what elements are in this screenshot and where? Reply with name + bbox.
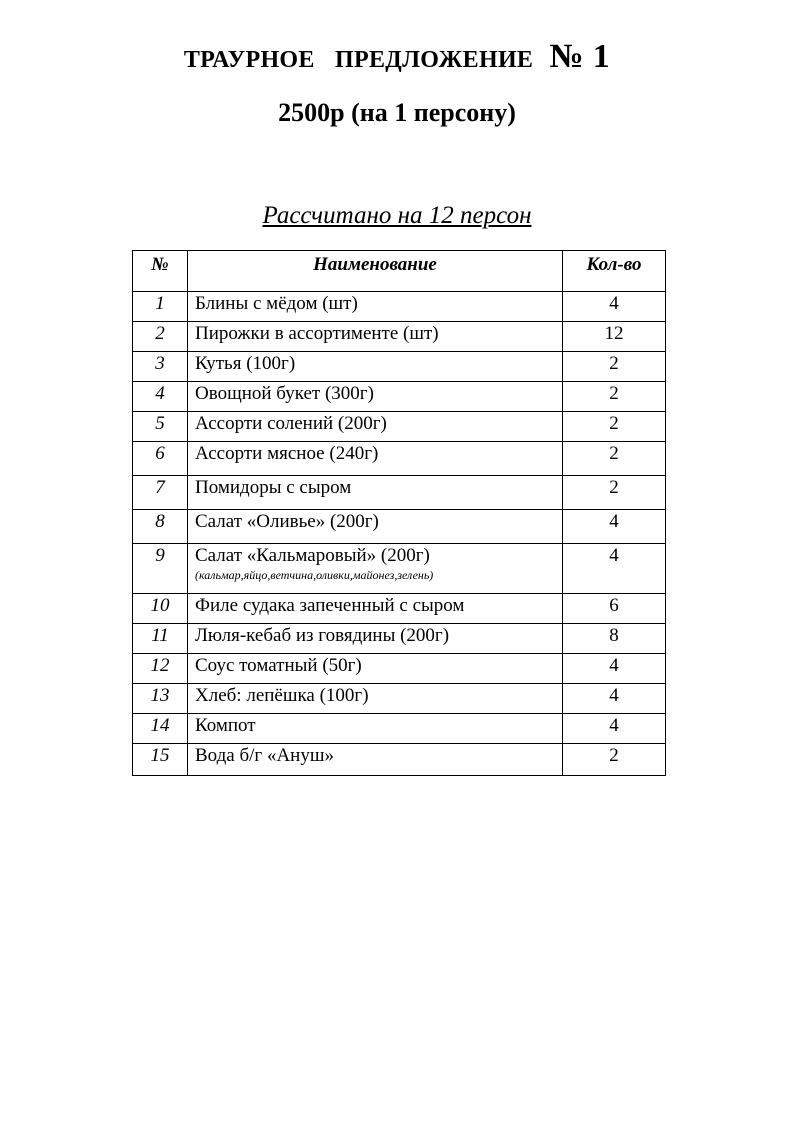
table-row	[133, 476, 666, 510]
row-number: 14	[133, 714, 188, 744]
table-row	[133, 714, 666, 744]
row-dish-name: Филе судака запеченный с сыром	[195, 595, 465, 616]
row-dish-name: Хлеб: лепёшка (100г)	[195, 685, 369, 706]
row-dish-cell	[188, 382, 563, 412]
row-dish-cell	[188, 594, 563, 624]
row-quantity: 4	[563, 714, 666, 744]
row-number: 7	[133, 476, 188, 510]
title-number: № 1	[549, 38, 611, 75]
row-dish-name: Кутья (100г)	[195, 353, 296, 374]
row-dish-cell	[188, 744, 563, 776]
table-header-row	[133, 251, 666, 292]
row-number: 1	[133, 292, 188, 322]
column-header-name: Наименование	[188, 251, 563, 292]
row-quantity: 2	[563, 352, 666, 382]
row-dish-name: Помидоры с сыром	[195, 477, 352, 498]
row-dish-name: Соус томатный (50г)	[195, 655, 362, 676]
row-dish-cell	[188, 654, 563, 684]
row-quantity: 2	[563, 442, 666, 476]
row-dish-cell	[188, 292, 563, 322]
row-number: 4	[133, 382, 188, 412]
row-dish-cell	[188, 352, 563, 382]
row-dish-cell	[188, 442, 563, 476]
row-dish-name: Пирожки в ассортименте (шт)	[195, 323, 439, 344]
row-quantity: 4	[563, 510, 666, 544]
row-dish-cell	[188, 544, 563, 594]
row-dish-cell	[188, 412, 563, 442]
row-dish-cell	[188, 510, 563, 544]
row-number: 6	[133, 442, 188, 476]
table-body	[133, 292, 666, 776]
row-number: 12	[133, 654, 188, 684]
row-dish-cell	[188, 476, 563, 510]
row-quantity: 4	[563, 292, 666, 322]
row-number: 10	[133, 594, 188, 624]
row-number: 13	[133, 684, 188, 714]
document-title	[0, 38, 794, 76]
row-dish-name: Овощной букет (300г)	[195, 383, 374, 404]
table-row	[133, 744, 666, 776]
row-dish-name: Ассорти мясное (240г)	[195, 443, 379, 464]
row-quantity: 8	[563, 624, 666, 654]
row-number: 5	[133, 412, 188, 442]
column-header-quantity: Кол-во	[563, 251, 666, 292]
table-row	[133, 442, 666, 476]
table-row	[133, 624, 666, 654]
table-row	[133, 412, 666, 442]
row-quantity: 2	[563, 476, 666, 510]
table-row	[133, 594, 666, 624]
row-quantity: 4	[563, 544, 666, 594]
row-number: 8	[133, 510, 188, 544]
title-word-1: ТРАУРНОЕ	[183, 47, 315, 73]
row-number: 2	[133, 322, 188, 352]
row-number: 9	[133, 544, 188, 594]
row-dish-name: Салат «Оливье» (200г)	[195, 511, 379, 532]
row-quantity: 2	[563, 382, 666, 412]
row-quantity: 6	[563, 594, 666, 624]
row-dish-cell	[188, 714, 563, 744]
row-dish-name: Люля-кебаб из говядины (200г)	[195, 625, 450, 646]
table-row	[133, 382, 666, 412]
row-dish-ingredients: (кальмар,яйцо,ветчина,оливки,майонез,зелень)	[195, 568, 434, 582]
row-quantity: 12	[563, 322, 666, 352]
row-dish-name: Компот	[195, 715, 256, 736]
row-number: 3	[133, 352, 188, 382]
column-header-number: №	[133, 251, 188, 292]
row-dish-name: Ассорти солений (200г)	[195, 413, 387, 434]
row-dish-cell	[188, 624, 563, 654]
table-row	[133, 654, 666, 684]
row-quantity: 2	[563, 744, 666, 776]
row-dish-name: Блины с мёдом (шт)	[195, 293, 358, 314]
row-quantity: 4	[563, 654, 666, 684]
price-line: 2500р (на 1 персону)	[278, 98, 516, 127]
row-dish-cell	[188, 684, 563, 714]
table-row	[133, 292, 666, 322]
row-dish-name: Вода б/г «Ануш»	[195, 745, 334, 766]
title-word-2: ПРЕДЛОЖЕНИЕ	[335, 47, 534, 73]
row-dish-name: Салат «Кальмаровый» (200г)	[195, 545, 430, 566]
row-quantity: 4	[563, 684, 666, 714]
persons-note: Рассчитано на 12 персон	[262, 202, 532, 229]
row-number: 11	[133, 624, 188, 654]
table-row	[133, 510, 666, 544]
table-row	[133, 544, 666, 594]
table-row	[133, 352, 666, 382]
row-dish-cell	[188, 322, 563, 352]
row-number: 15	[133, 744, 188, 776]
menu-table	[132, 250, 666, 776]
table-row	[133, 322, 666, 352]
table-row	[133, 684, 666, 714]
row-quantity: 2	[563, 412, 666, 442]
